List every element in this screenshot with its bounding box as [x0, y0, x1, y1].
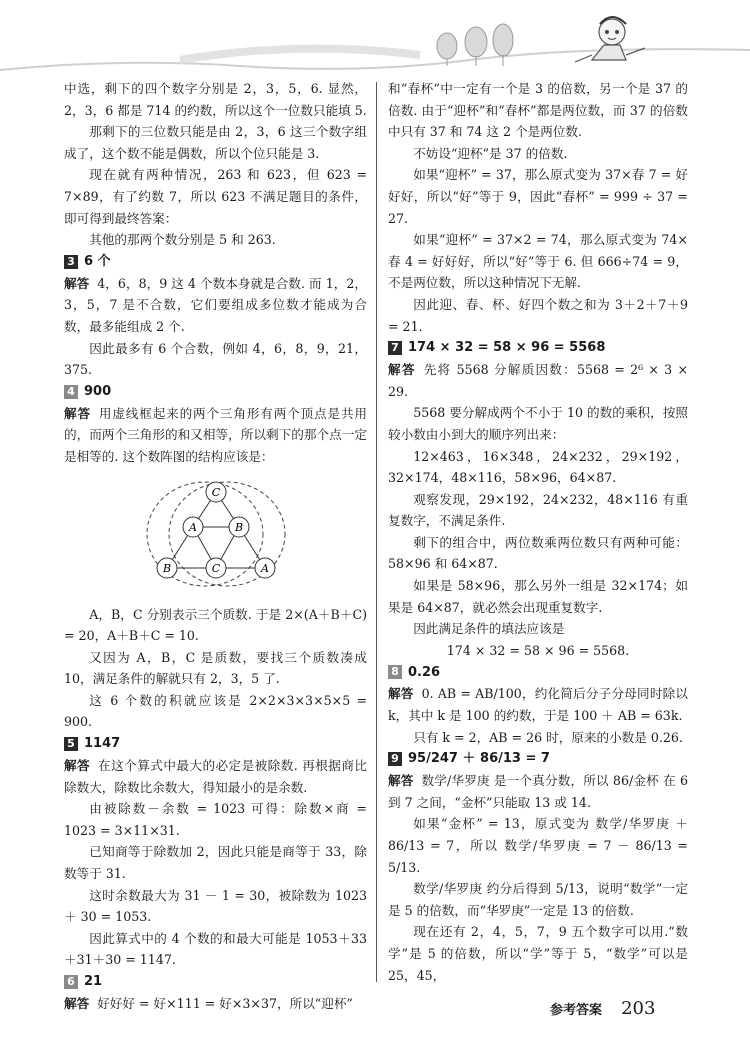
node-bottom-middle-label: C — [211, 561, 220, 575]
question-number: 5 — [64, 737, 78, 751]
question-answer: 0.26 — [408, 664, 441, 680]
answer-label: 解答 — [64, 275, 90, 291]
q7-line-7: 因此满足条件的填法应该是 — [413, 621, 565, 637]
q5-line-5: 因此算式中的 4 个数的和最大可能是 1053＋33＋31＋30 = 1147. — [64, 930, 367, 968]
q7-line-6: 如果是 58×96，那么另外一组是 32×174；如果是 64×87，就必然会出现重复数字. — [388, 578, 688, 615]
q7-line-2: 5568 要分解成两个不小于 10 的数的乘积，按照较小数由小到大的顺序列出来： — [388, 405, 688, 442]
q7-line-4: 观察发现，29×192，24×232，48×116 有重复数字，不满足条件. — [388, 491, 688, 529]
question-5-heading — [64, 733, 367, 755]
intro-line-3: 现在就有两种情况，263 和 623，但 623 = 7×89，有了约数 7，所以 623 不满足题目的条件，即可得到最终答案： — [64, 167, 367, 226]
answer-label: 解答 — [388, 773, 414, 789]
q4-line-3: 又因为 A，B，C 是质数，要找三个质数凑成 10，满足条件的解就只有 2，3，5 了. — [64, 649, 367, 687]
q4-line-2: A，B，C 分别表示三个质数. 于是 2×(A＋B＋C) = 20，A＋B＋C = 10. — [64, 606, 367, 644]
question-7-heading — [388, 337, 688, 359]
page-number: 203 — [621, 998, 656, 1019]
q8-line-2: 只有 k = 2，AB = 26 时，原来的小数是 0.26. — [413, 729, 683, 745]
question-answer: 174 × 32 = 58 × 96 = 5568 — [408, 340, 606, 356]
q6-cont-line-5: 因此迎、春、杯、好四个数之和为 3＋2＋7＋9 = 21. — [388, 296, 688, 334]
question-answer: 900 — [84, 383, 112, 399]
left-column — [64, 78, 367, 1015]
answer-label: 解答 — [64, 758, 91, 774]
q4-line-4: 这 6 个数的积就应该是 2×2×3×3×5×5 = 900. — [64, 692, 367, 730]
question-8-heading — [388, 661, 688, 683]
answer-label: 解答 — [388, 362, 416, 378]
question-3-heading — [64, 251, 367, 273]
q3-line-1: 4，6，8，9 这 4 个数本身就是合数. 而 1，2，3，5，7 是不合数，它们要组成多位数才能成为合数，最多能组成 2 个. — [64, 275, 367, 334]
answer-label: 解答 — [64, 405, 91, 421]
q9-line-3: 数学/华罗庚 约分后得到 5/13，说明“数学”一定是 5 的倍数，而“华罗庚”一定是 13 的倍数. — [388, 881, 688, 918]
intro-line-1: 中选，剩下的四个数字分别是 2，3，5，6. 显然，2，3，6 都是 714 的约数，所以这个一位数只能填 5. — [64, 81, 367, 118]
question-6-heading — [64, 971, 367, 993]
q9-line-4: 现在还有 2，4，5，7，9 五个数字可以用.“数学”是 5 的倍数，所以“学”等于 5，“数学”可以是 25，45， — [388, 924, 688, 983]
question-number: 7 — [388, 341, 402, 355]
q6-cont-line-3: 如果“迎杯” = 37，那么原式变为 37×春 7 = 好好好，所以“好”等于 9，因此“春杯” = 999 ÷ 37 = 27. — [388, 167, 688, 226]
question-answer: 21 — [84, 974, 103, 990]
q6-line-1: 好好好 = 好×111 = 好×3×37，所以“迎杯” — [97, 996, 353, 1011]
q6-cont-line-1: 和“春杯”中一定有一个是 3 的倍数，另一个是 37 的倍数. 由于“迎杯”和“春杯”都是两位数，而 37 的倍数中只有 37 和 74 这 2 个是两位数. — [388, 81, 688, 140]
question-number: 4 — [64, 385, 78, 399]
q5-line-1: 在这个算式中最大的必定是被除数. 再根据商比除数大，除数比余数大，得知最小的是余数. — [64, 758, 367, 795]
question-answer: 6 个 — [84, 253, 111, 269]
node-bottom-right-label: A — [260, 561, 269, 575]
q4-line-1: 用虚线框起来的两个三角形有两个顶点是共用的，而两个三角形的和又相等，所以剩下的那个点一定是相等的. 这个数阵图的结构应该是： — [64, 405, 368, 464]
question-4-heading — [64, 381, 367, 403]
node-top-label: C — [211, 485, 220, 499]
right-column — [388, 78, 688, 986]
answer-label: 解答 — [388, 686, 414, 702]
footer-label: 参考答案 — [550, 1003, 603, 1018]
question-number: 8 — [388, 665, 402, 679]
column-divider — [376, 82, 377, 982]
question-number: 6 — [64, 975, 78, 989]
question-number: 3 — [64, 255, 78, 269]
q7-line-1: 先将 5568 分解质因数：5568 = 2⁶ × 3 × 29. — [388, 362, 688, 399]
q7-line-3: 12×463，16×348，24×232，29×192，32×174，48×116，58×96，64×87. — [388, 448, 688, 486]
intro-line-2: 那剩下的三位数只能是由 2，3，6 这三个数字组成了，这个数不能是偶数，所以个位只能是 3. — [64, 124, 367, 161]
cartoon-boy-icon — [575, 17, 645, 62]
node-bottom-left-label: B — [162, 561, 171, 575]
q9-line-1: 数学/华罗庚 是一个真分数，所以 86/金杯 在 6 到 7 之间，“金杯”只能取 13 或 14. — [388, 773, 688, 810]
q8-line-1: 0. AB = AB/100，约化简后分子分母同时除以 k，其中 k 是 100 的约数，于是 100 ＋ AB = 63k. — [388, 686, 689, 724]
answer-label: 解答 — [64, 996, 90, 1011]
q5-line-3: 已知商等于除数加 2，因此只能是商等于 33，除数等于 31. — [64, 844, 367, 882]
question-number: 9 — [388, 752, 402, 766]
q9-line-2: 如果“金杯” = 13，原式变为 数学/华罗庚 ＋ 86/13 = 7，所以 数学/华罗庚 = 7 － 86/13 = 5/13. — [388, 816, 688, 875]
question-answer: 95/247 ＋ 86/13 = 7 — [408, 751, 550, 767]
q6-cont-line-4: 如果“迎杯” = 37×2 = 74，那么原式变为 74×春 4 = 好好好，所以“好”等于 6. 但 666÷74 = 9，不是两位数，所以这种情况下无解. — [388, 232, 688, 291]
number-array-diagram — [141, 472, 291, 602]
node-mid-right-label: B — [234, 520, 243, 534]
q3-line-2: 因此最多有 6 个合数，例如 4，6，8，9，21，375. — [64, 340, 367, 378]
q5-line-2: 由被除数－余数 = 1023 可得：除数×商 = 1023 = 3×11×31. — [64, 801, 367, 838]
page-footer — [550, 998, 655, 1019]
header-decoration — [0, 0, 750, 78]
intro-line-4: 其他的那两个数分别是 5 和 263. — [89, 232, 276, 248]
q5-line-4: 这时余数最大为 31 － 1 = 30，被除数为 1023 ＋ 30 = 1053. — [64, 887, 367, 925]
question-answer: 1147 — [84, 736, 121, 752]
q7-line-8: 174 × 32 = 58 × 96 = 5568. — [446, 642, 630, 658]
node-mid-left-label: A — [188, 520, 197, 534]
q7-line-5: 剩下的组合中，两位数乘两位数只有两种可能：58×96 和 64×87. — [388, 534, 688, 572]
q6-cont-line-2: 不妨设“迎杯”是 37 的倍数. — [413, 145, 568, 161]
question-9-heading — [388, 748, 688, 770]
